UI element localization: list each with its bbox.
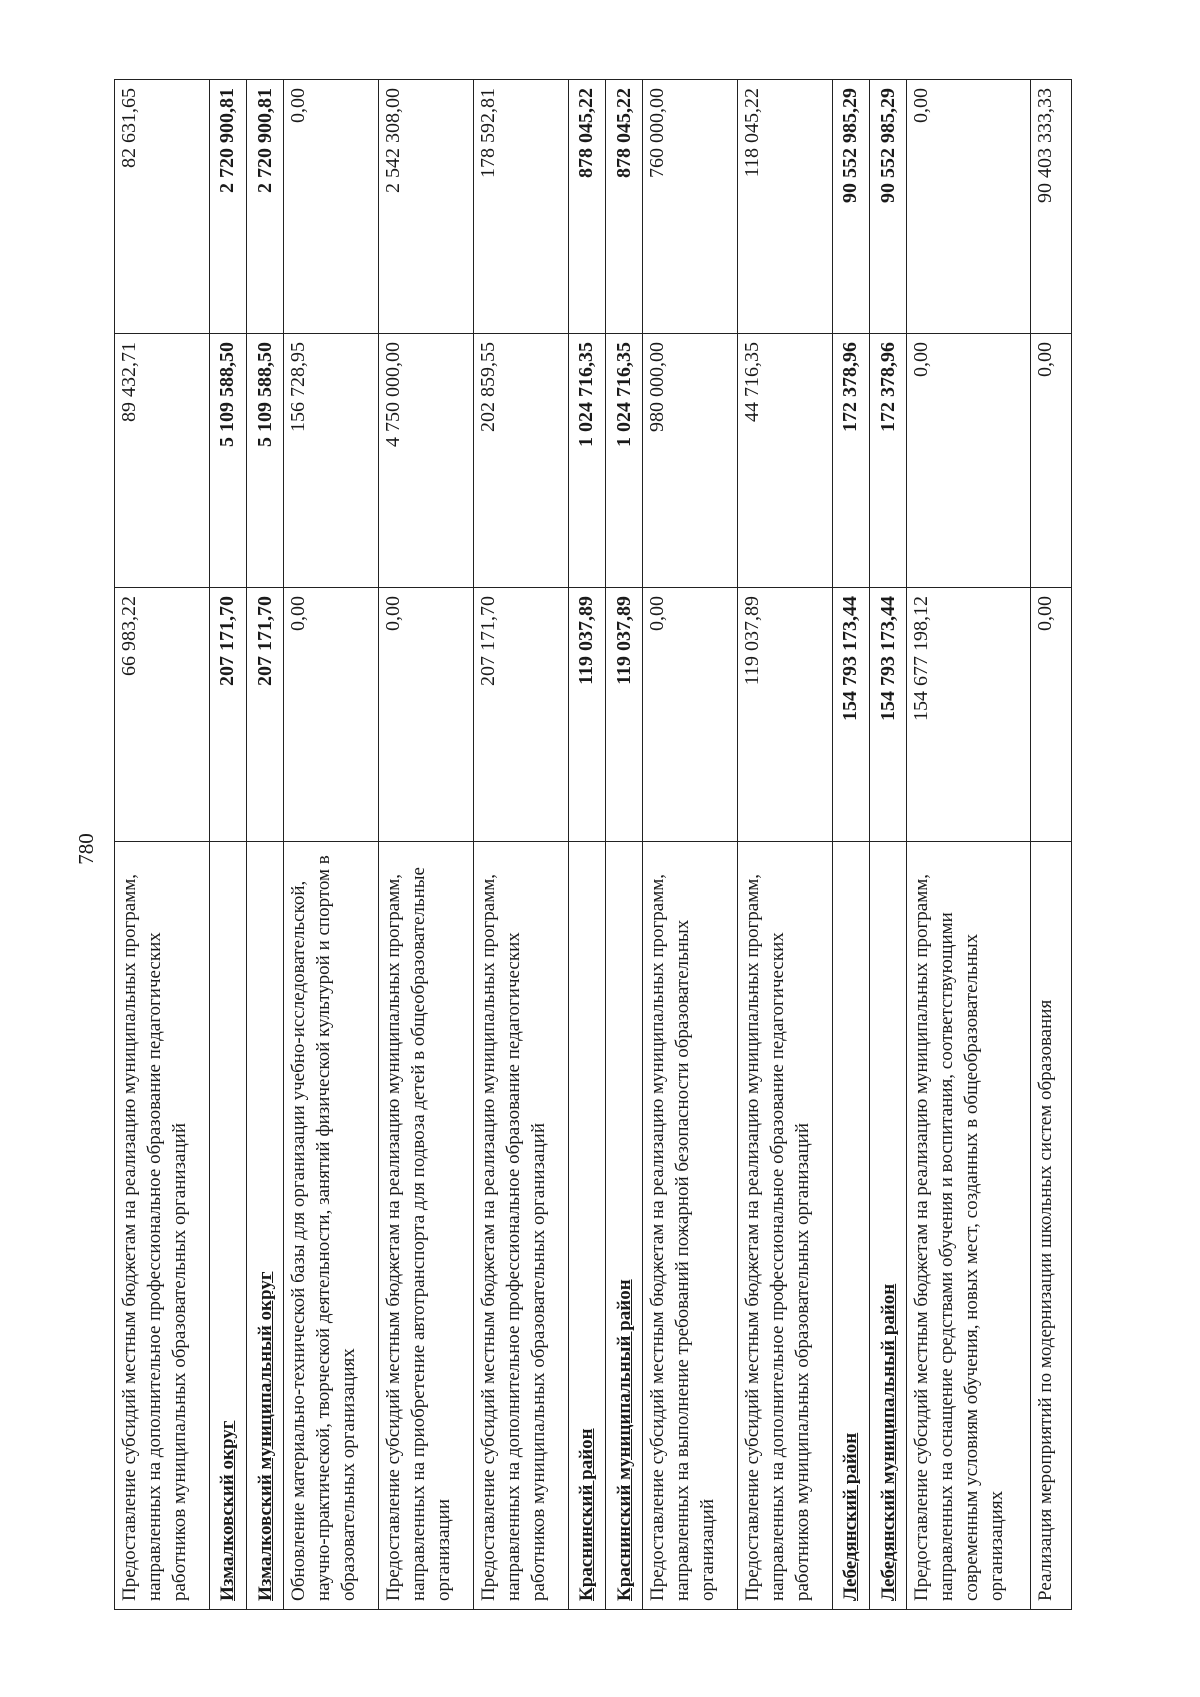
table-row — [379, 80, 474, 1610]
row-value-2: 172 378,96 — [869, 334, 906, 588]
row-name: Лебедянский район — [832, 842, 869, 1610]
row-value-2: 202 859,55 — [473, 334, 568, 588]
budget-table — [114, 79, 1072, 1610]
row-value-2: 1 024 716,35 — [605, 334, 642, 588]
row-value-1: 119 037,89 — [737, 588, 832, 842]
table-row — [284, 80, 379, 1610]
row-value-2: 1 024 716,35 — [568, 334, 605, 588]
table-row — [737, 80, 832, 1610]
table-row — [907, 80, 1031, 1610]
row-value-3: 90 552 985,29 — [869, 80, 906, 334]
row-value-2: 4 750 000,00 — [379, 334, 474, 588]
row-name: Предоставление субсидий местным бюджетам на реализацию муниципальных программ, направленных на выполнение требований пожарной безопасности образовательных организаций — [643, 842, 738, 1610]
row-name: Измалковский округ — [209, 842, 246, 1610]
row-value-1: 119 037,89 — [568, 588, 605, 842]
table-row — [473, 80, 568, 1610]
row-value-3: 178 592,81 — [473, 80, 568, 334]
table-row — [832, 80, 869, 1610]
row-name: Обновление материально-технической базы для организации учебно-исследовательской, научно-практической, творческой деятельности, занятий физической культурой и спортом в образовательных организациях — [284, 842, 379, 1610]
row-value-1: 154 793 173,44 — [832, 588, 869, 842]
row-value-1: 0,00 — [284, 588, 379, 842]
row-name: Предоставление субсидий местным бюджетам на реализацию муниципальных программ, направленных на оснащение средствами обучения и воспитания, соответствующими современным условиям обучения, новых мест, созданных в общеобразовательных организациях — [907, 842, 1031, 1610]
row-value-1: 207 171,70 — [247, 588, 284, 842]
row-value-3: 0,00 — [907, 80, 1031, 334]
row-name: Предоставление субсидий местным бюджетам на реализацию муниципальных программ, направленных на дополнительное профессиональное образование педагогических работников муниципальных образовательных организаций — [473, 842, 568, 1610]
row-value-2: 5 109 588,50 — [209, 334, 246, 588]
row-value-1: 0,00 — [643, 588, 738, 842]
table-row — [869, 80, 906, 1610]
table-row — [643, 80, 738, 1610]
row-value-1: 207 171,70 — [209, 588, 246, 842]
row-value-1: 154 793 173,44 — [869, 588, 906, 842]
table-row — [115, 80, 210, 1610]
row-value-3: 2 720 900,81 — [247, 80, 284, 334]
row-value-2: 980 000,00 — [643, 334, 738, 588]
row-name: Предоставление субсидий местным бюджетам на реализацию муниципальных программ, направленных на приобретение автотранспорта для подвоза детей в общеобразовательные организации — [379, 842, 474, 1610]
row-value-1: 0,00 — [379, 588, 474, 842]
row-value-3: 90 552 985,29 — [832, 80, 869, 334]
row-value-3: 878 045,22 — [568, 80, 605, 334]
rotated-page-content — [114, 80, 1072, 1610]
table-body — [115, 80, 1072, 1610]
page-number: 780 — [74, 833, 98, 865]
row-value-2: 0,00 — [907, 334, 1031, 588]
table-row — [1031, 80, 1072, 1610]
row-value-3: 2 720 900,81 — [209, 80, 246, 334]
row-value-2: 172 378,96 — [832, 334, 869, 588]
row-value-3: 118 045,22 — [737, 80, 832, 334]
row-name: Краснинский муниципальный район — [605, 842, 642, 1610]
row-name: Предоставление субсидий местным бюджетам на реализацию муниципальных программ, направленных на дополнительное профессиональное образование педагогических работников муниципальных образовательных организаций — [115, 842, 210, 1610]
row-value-1: 66 983,22 — [115, 588, 210, 842]
row-name: Предоставление субсидий местным бюджетам на реализацию муниципальных программ, направленных на дополнительное профессиональное образование педагогических работников муниципальных образовательных организаций — [737, 842, 832, 1610]
row-name: Краснинский район — [568, 842, 605, 1610]
row-value-1: 119 037,89 — [605, 588, 642, 842]
table-row — [605, 80, 642, 1610]
row-value-3: 90 403 333,33 — [1031, 80, 1072, 334]
row-value-1: 207 171,70 — [473, 588, 568, 842]
row-value-3: 82 631,65 — [115, 80, 210, 334]
row-value-3: 760 000,00 — [643, 80, 738, 334]
row-value-2: 0,00 — [1031, 334, 1072, 588]
row-value-3: 878 045,22 — [605, 80, 642, 334]
row-value-2: 156 728,95 — [284, 334, 379, 588]
row-value-1: 0,00 — [1031, 588, 1072, 842]
row-value-2: 5 109 588,50 — [247, 334, 284, 588]
row-name: Лебедянский муниципальный район — [869, 842, 906, 1610]
row-value-1: 154 677 198,12 — [907, 588, 1031, 842]
table-row — [209, 80, 246, 1610]
row-value-3: 2 542 308,00 — [379, 80, 474, 334]
table-row — [247, 80, 284, 1610]
row-name: Реализация мероприятий по модернизации школьных систем образования — [1031, 842, 1072, 1610]
row-name: Измалковский муниципальный округ — [247, 842, 284, 1610]
table-row — [568, 80, 605, 1610]
row-value-3: 0,00 — [284, 80, 379, 334]
row-value-2: 89 432,71 — [115, 334, 210, 588]
row-value-2: 44 716,35 — [737, 334, 832, 588]
